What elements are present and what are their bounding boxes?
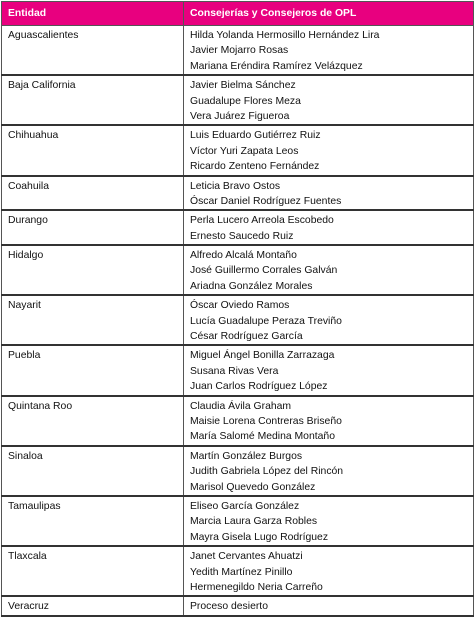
member-name: Hilda Yolanda Hermosillo Hernández Lira	[190, 30, 380, 41]
member-name: Janet Cervantes Ahuatzi	[190, 551, 303, 563]
member-name: Mariana Eréndira Ramírez Velázquez	[190, 60, 363, 72]
member-name: Javier Mojarro Rosas	[190, 45, 289, 57]
entity-name: Durango	[8, 215, 48, 227]
member-name: Maisie Lorena Contreras Briseño	[190, 415, 342, 427]
entity-cell	[2, 125, 184, 175]
table-row	[2, 446, 474, 496]
member-name: Óscar Oviedo Ramos	[190, 300, 290, 312]
entity-name: Aguascalientes	[8, 30, 79, 41]
table-row	[2, 176, 474, 211]
entity-cell	[2, 210, 184, 245]
member-name: Guadalupe Flores Meza	[190, 95, 301, 107]
member-name: Víctor Yuri Zapata Leos	[190, 145, 299, 157]
table-row	[2, 396, 474, 446]
entity-name: Veracruz	[8, 601, 50, 613]
table-body	[2, 26, 474, 616]
table-row	[2, 75, 474, 125]
member-name: Hermenegildo Neria Carreño	[190, 581, 323, 593]
member-name: Ernesto Saucedo Ruiz	[190, 230, 294, 242]
entity-cell	[2, 546, 184, 596]
entity-cell	[2, 75, 184, 125]
member-name: Vera Juárez Figueroa	[190, 110, 290, 122]
column-header-entity: Entidad	[2, 2, 184, 26]
members-cell	[184, 446, 474, 496]
entity-name: Sinaloa	[8, 450, 43, 462]
table-header	[2, 2, 474, 26]
table-row	[2, 210, 474, 245]
member-name: Eliseo García González	[190, 500, 300, 512]
member-name: María Salomé Medina Montaño	[190, 431, 335, 443]
entity-cell	[2, 446, 184, 496]
member-name: Judith Gabriela López del Rincón	[190, 466, 344, 478]
entity-name: Baja California	[8, 80, 76, 92]
member-name: Leticia Bravo Ostos	[190, 180, 281, 192]
members-cell	[184, 345, 474, 395]
table-row	[2, 546, 474, 596]
members-cell	[184, 396, 474, 446]
member-name: José Guillermo Corrales Galván	[190, 265, 338, 277]
table-row	[2, 125, 474, 175]
member-name: Ricardo Zenteno Fernández	[190, 161, 320, 173]
members-cell	[184, 75, 474, 125]
entity-name: Quintana Roo	[8, 400, 73, 412]
entity-cell	[2, 176, 184, 211]
entity-name: Tamaulipas	[8, 500, 61, 512]
member-name: Alfredo Alcalá Montaño	[190, 250, 297, 262]
member-name: Yedith Martínez Pinillo	[190, 566, 293, 578]
member-name: Susana Rivas Vera	[190, 365, 279, 377]
members-cell	[184, 596, 474, 615]
member-name: Óscar Daniel Rodríguez Fuentes	[190, 195, 342, 207]
members-cell	[184, 125, 474, 175]
entity-name: Tlaxcala	[8, 551, 47, 563]
members-cell	[184, 496, 474, 546]
member-name: Mayra Gisela Lugo Rodríguez	[190, 531, 329, 543]
member-name: César Rodríguez García	[190, 331, 303, 343]
member-name: Martín González Burgos	[190, 450, 303, 462]
entity-cell	[2, 295, 184, 345]
member-name: Lucía Guadalupe Peraza Treviño	[190, 315, 342, 327]
members-cell	[184, 546, 474, 596]
entity-name: Puebla	[8, 350, 41, 362]
entity-cell	[2, 245, 184, 295]
member-name: Luis Eduardo Gutiérrez Ruiz	[190, 130, 321, 142]
members-cell	[184, 210, 474, 245]
table-row	[2, 245, 474, 295]
member-name: Claudia Ávila Graham	[190, 400, 292, 412]
member-name: Javier Bielma Sánchez	[190, 80, 296, 92]
entity-name: Chihuahua	[8, 130, 59, 142]
table-row	[2, 26, 474, 76]
entity-name: Coahuila	[8, 180, 50, 192]
entity-cell	[2, 596, 184, 615]
members-cell	[184, 176, 474, 211]
table-row	[2, 295, 474, 345]
members-cell	[184, 295, 474, 345]
entity-cell	[2, 496, 184, 546]
header-row	[2, 2, 474, 26]
members-cell	[184, 26, 474, 76]
table-row	[2, 345, 474, 395]
members-cell	[184, 245, 474, 295]
table-row	[2, 496, 474, 546]
entity-cell	[2, 345, 184, 395]
opl-councillors-table	[1, 1, 474, 617]
member-name: Marisol Quevedo González	[190, 481, 316, 493]
member-name: Proceso desierto	[190, 601, 268, 613]
table-row	[2, 596, 474, 615]
entity-name: Nayarit	[8, 300, 41, 312]
member-name: Marcia Laura Garza Robles	[190, 516, 318, 528]
entity-cell	[2, 396, 184, 446]
member-name: Perla Lucero Arreola Escobedo	[190, 215, 334, 227]
opl-table-container	[1, 1, 473, 613]
member-name: Juan Carlos Rodríguez López	[190, 381, 328, 393]
member-name: Miguel Ángel Bonilla Zarrazaga	[190, 350, 335, 362]
entity-name: Hidalgo	[8, 250, 44, 262]
member-name: Ariadna González Morales	[190, 280, 313, 292]
entity-cell	[2, 26, 184, 76]
column-header-members: Consejerías y Consejeros de OPL	[184, 2, 474, 26]
